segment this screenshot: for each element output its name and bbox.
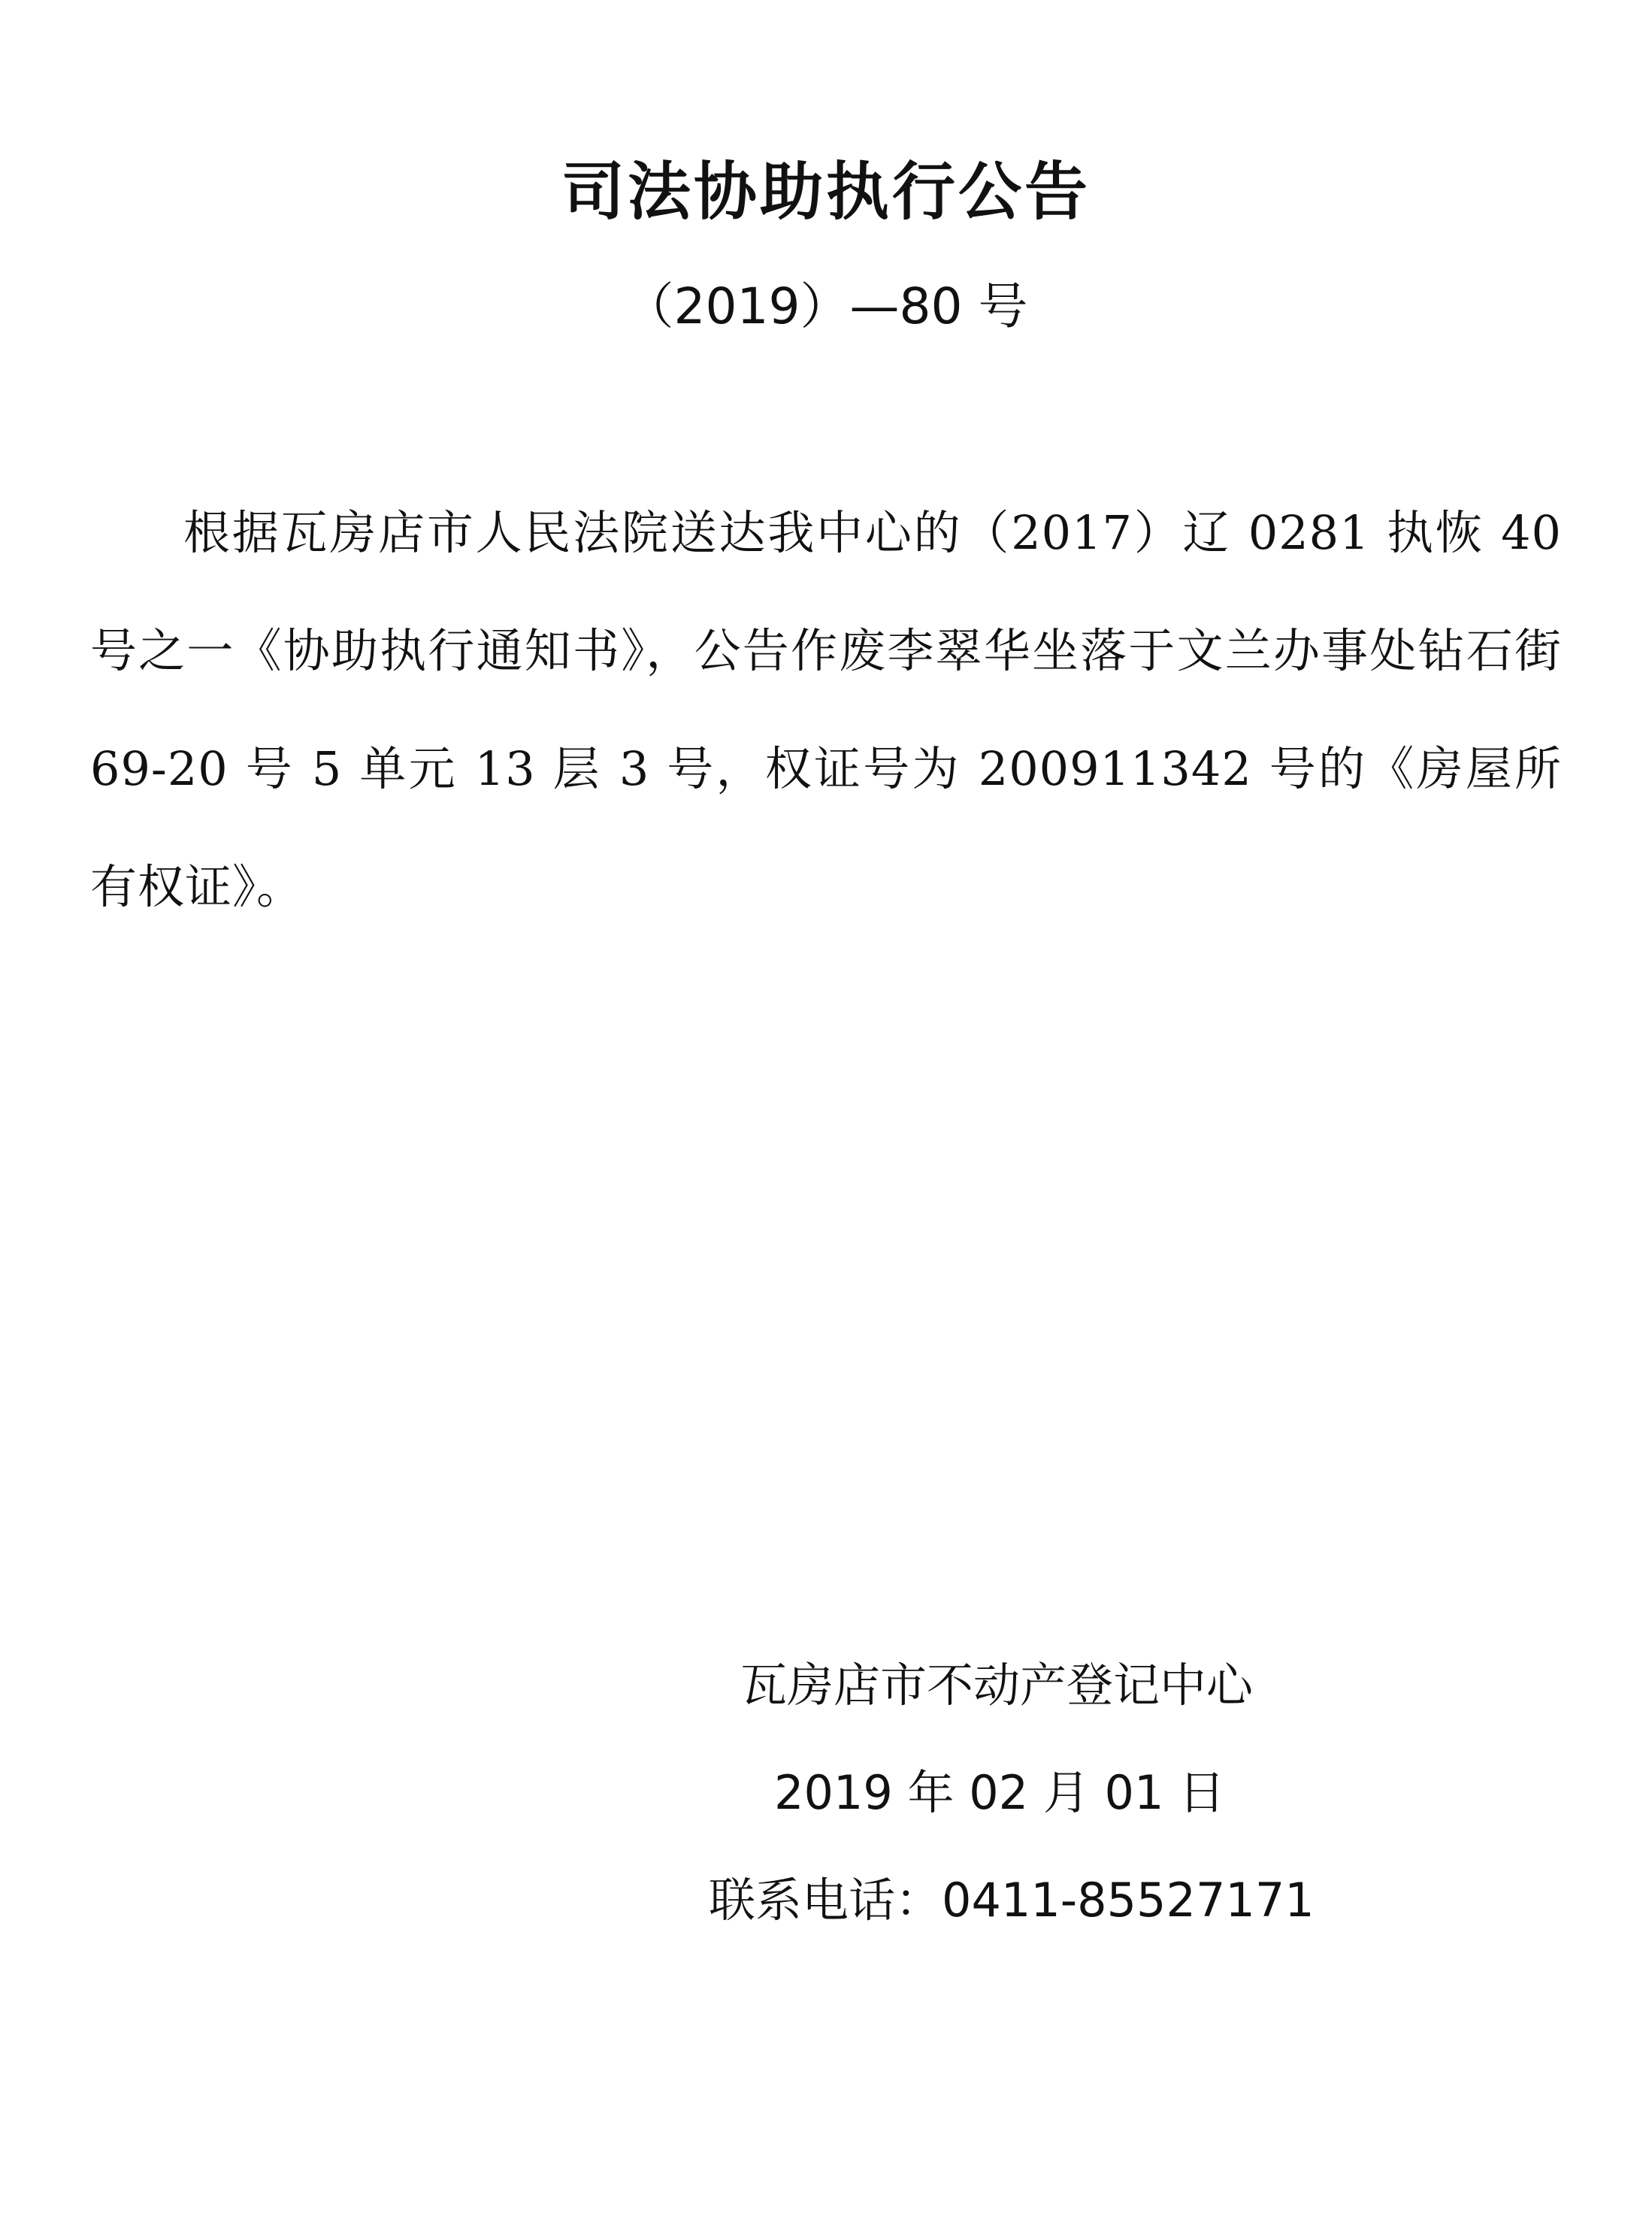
signature-organization: 瓦房店市不动产登记中心	[740, 1658, 1254, 1713]
document-number: （2019）—80 号	[624, 277, 1028, 335]
contact-phone: 联系电话：0411-85527171	[709, 1873, 1315, 1928]
signature-date: 2019 年 02 月 01 日	[774, 1765, 1226, 1820]
document-title: 司法协助执行公告	[561, 155, 1091, 229]
document-body: 根据瓦房店市人民法院送达我中心的（2017）辽 0281 执恢 40 号之一《协助执行通知书》，公告作废李翠华坐落于文兰办事处钻石街 69-20 号 5 单元 13 层 3 号，权证号为 200911342 号的《房屋所有权证》。	[90, 505, 1562, 914]
